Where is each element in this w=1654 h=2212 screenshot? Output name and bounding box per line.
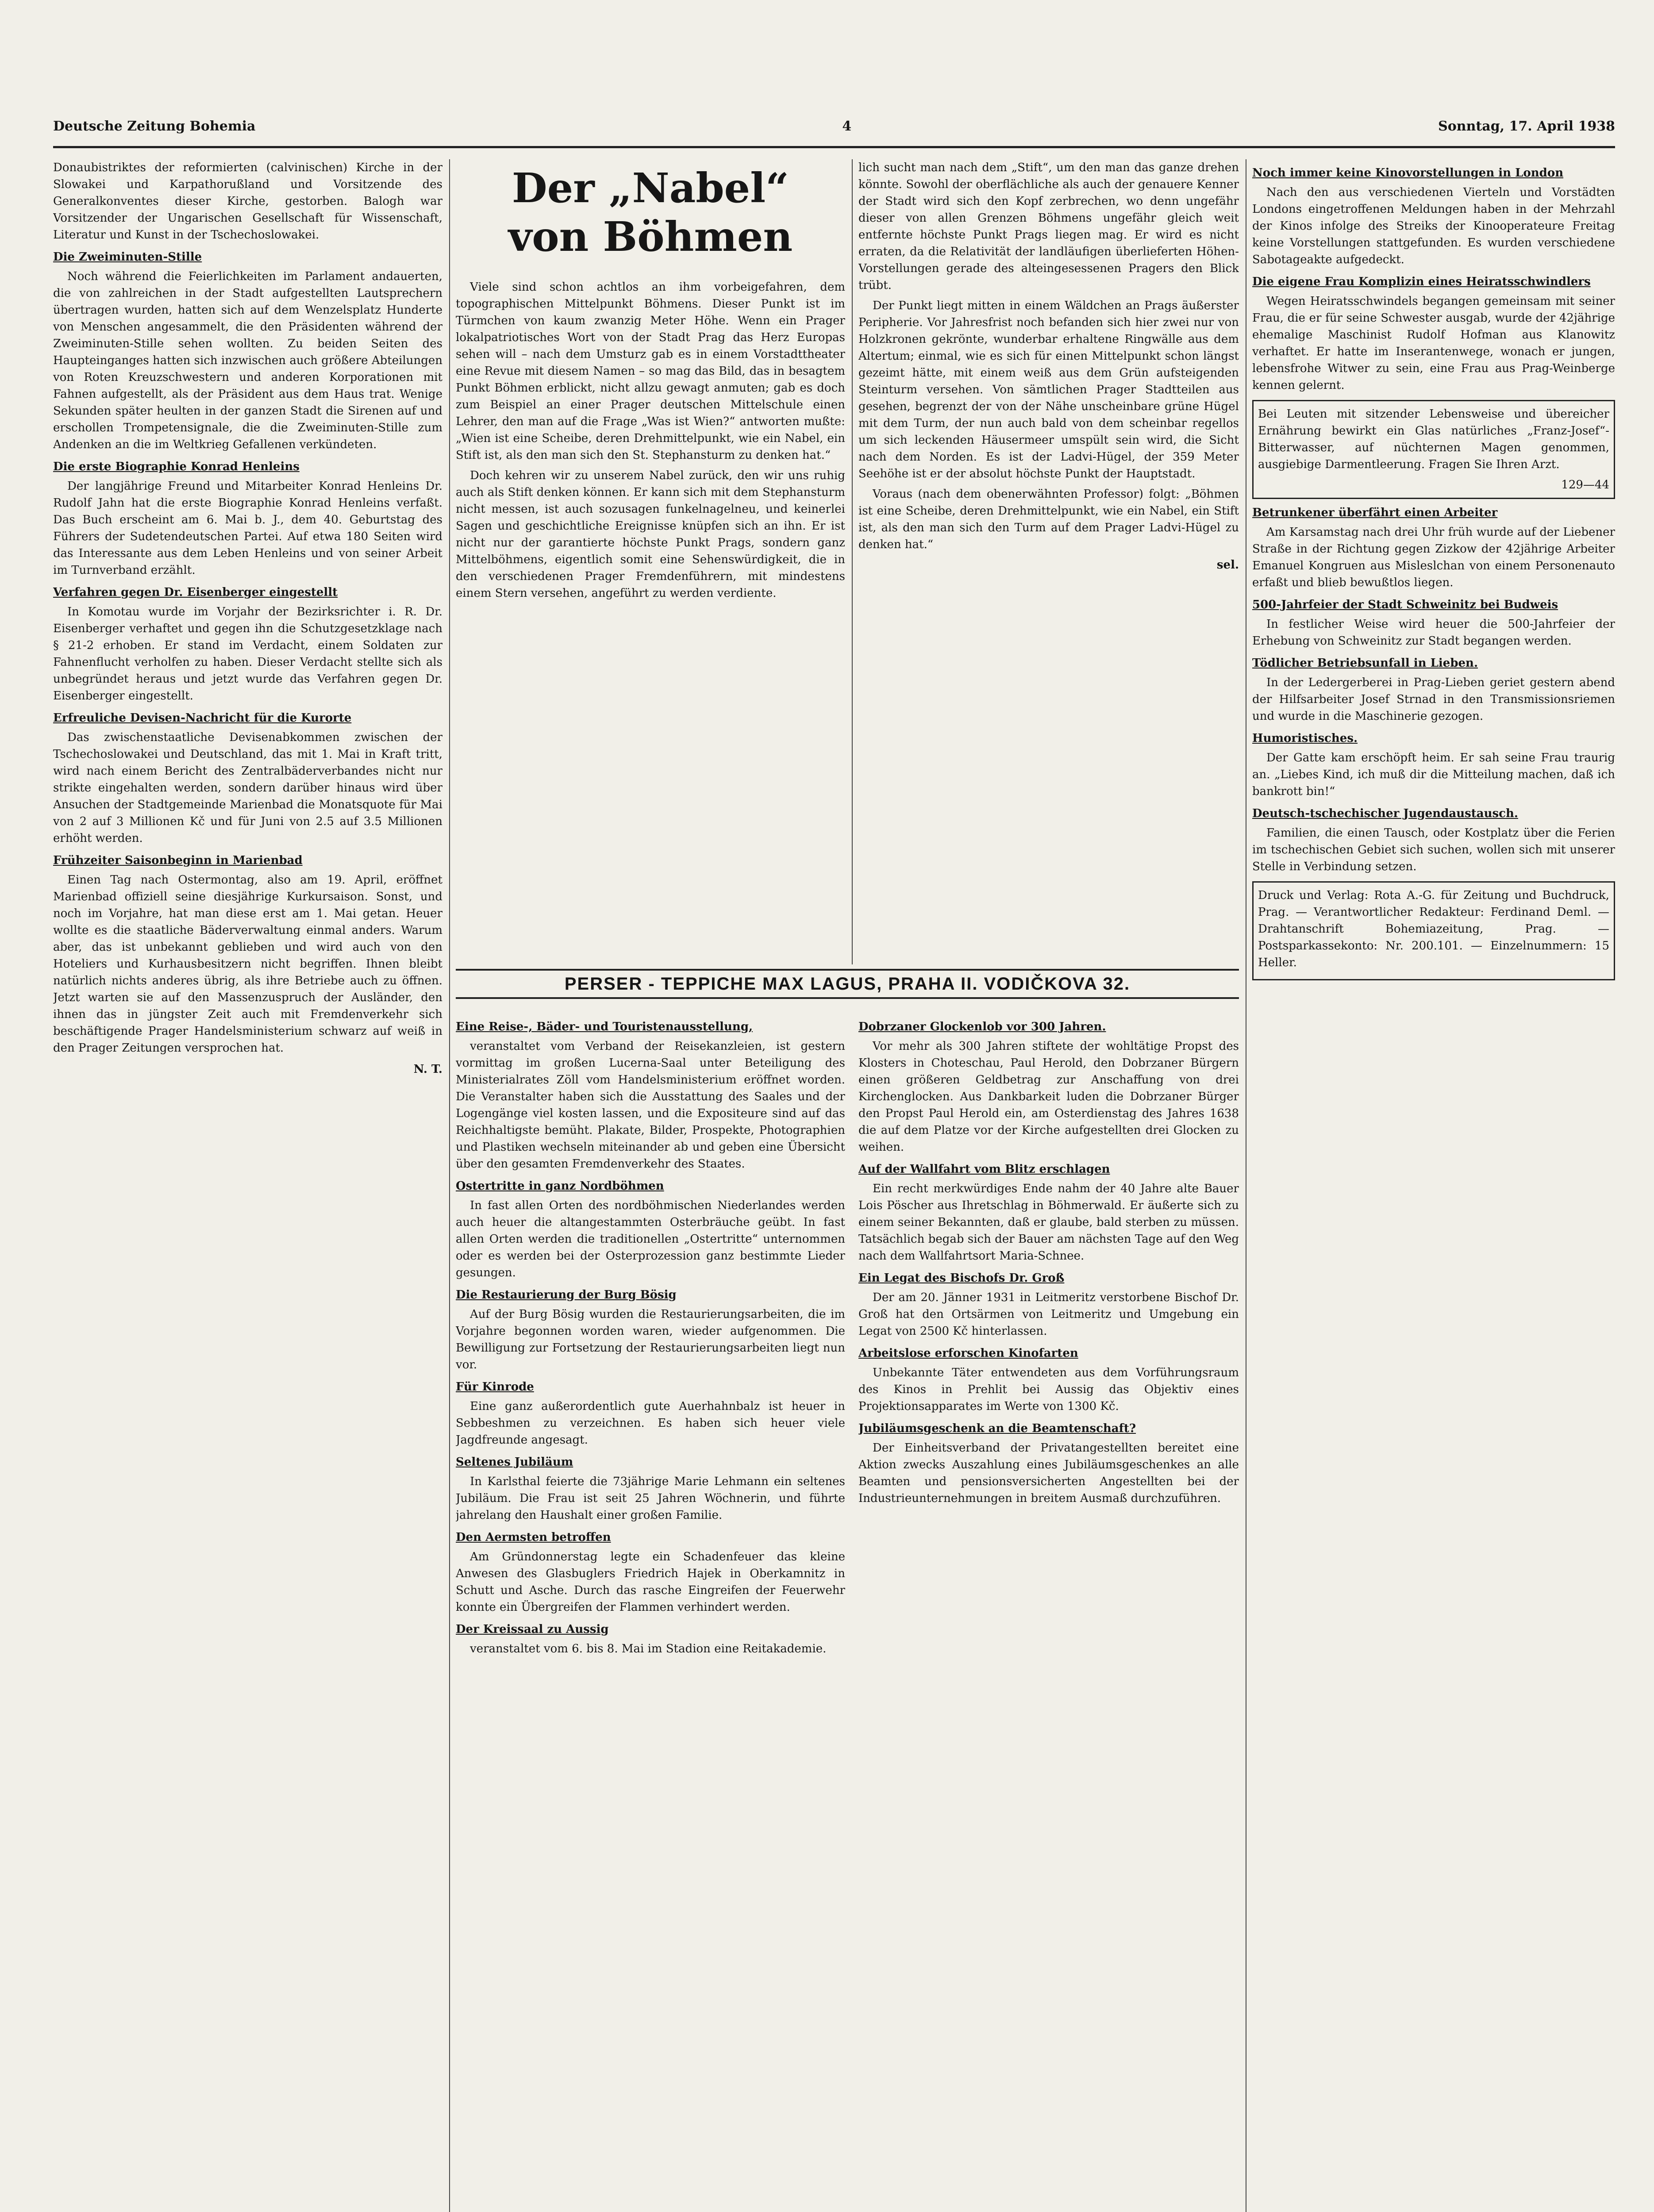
article-heading: Tödlicher Betriebsunfall in Lieben. — [1252, 657, 1478, 670]
article-text: Noch während die Feierlichkeiten im Parlament andauerten, die von zahlreichen in der Stadt aufgestellten Lautsprechern übertragen wurden, hatten sich auf dem Wenzelsplatz Hunderte von Menschen angesammelt, die den Präsidenten während der Zweiminuten-Stille sehen wollten. Zu beiden Seiten des Haupteinganges hatten sich inzwischen auch größere Abteilungen von Roten Kreuzschwestern und anderen Korporationen mit Fahnen aufgestellt, als der Präsident aus dem Haus trat. Wenige Sekunden später heulten in der ganzen Stadt die Sirenen auf und erschollen Trompetensignale, die die Zweiminuten-Stille zum Andenken an die im Weltkrieg Gefallenen verkündeten. — [53, 270, 442, 451]
article-text: Der Einheitsverband der Privatangestellten bereitet eine Aktion zwecks Auszahlung eines Jubiläumsgeschenkes an alle Beamten und pensionsversicherten Angestellten bei der Industrieunternehmungen in breitem Ausmaß durchzuführen. — [858, 1441, 1239, 1505]
headline-line-1: Der „Nabel“ — [512, 164, 789, 212]
article-heading: Auf der Wallfahrt vom Blitz erschlagen — [858, 1163, 1110, 1176]
article-heading: Deutsch-tschechischer Jugendaustausch. — [1252, 807, 1518, 820]
header-rule — [53, 146, 1615, 148]
imprint-text: Druck und Verlag: Rota A.-G. für Zeitung und Buchdruck, Prag. — Verantwortlicher Redakteur: Ferdinand Deml. — Drahtanschrift Bohemiazeitung, Prag. — Postsparkassekonto: Nr. 200.101. — Einzelnummern: 15 Heller. — [1258, 889, 1609, 969]
article-heading: Frühzeiter Saisonbeginn in Marienbad — [53, 854, 303, 867]
article-text: Der langjährige Freund und Mitarbeiter Konrad Henleins Dr. Rudolf Jahn hat die erste Biographie Konrad Henleins verfaßt. Das Buch erscheint am 6. Mai b. J., dem 40. Geburtstag des Führers der Sudetendeutschen Partei. Auf etwa 180 Seiten wird das Interessante aus dem Leben Henleins und von seiner Arbeit im Turnverband erzählt. — [53, 480, 442, 577]
column-4 — [1252, 159, 1615, 2212]
article-heading: Die Zweiminuten-Stille — [53, 250, 202, 264]
issue-date: Sonntag, 17. April 1938 — [1438, 118, 1615, 134]
page-header — [53, 113, 1615, 139]
article-heading: Ein Legat des Bischofs Dr. Groß — [858, 1271, 1065, 1285]
article-heading: Die Restaurierung der Burg Bösig — [456, 1288, 677, 1302]
article-text: In Komotau wurde im Vorjahr der Bezirksrichter i. R. Dr. Eisenberger verhaftet und gegen ihn die Schutzgesetzklage nach § 21-2 erhoben. Er stand im Verdacht, einem Soldaten zur Fahnenflucht verholfen zu haben. Dieser Verdacht stellte sich als unbegründet heraus und jetzt wurde das Verfahren gegen Dr. Eisenberger eingestellt. — [53, 605, 442, 703]
article-text: Der Gatte kam erschöpft heim. Er sah seine Frau traurig an. „Liebes Kind, ich muß dir die Mitteilung machen, daß ich bankrott bin!“ — [1252, 751, 1615, 798]
article-text: Viele sind schon achtlos an ihm vorbeigefahren, dem topographischen Mittelpunkt Böhmens. Dieser Punkt ist im Türmchen von kaum zwanzig Meter Höhe. Wenn ein Prager lokalpatriotisches Wort von der Stadt Prag das Herz Europas sehen will – nach dem Umsturz gab es in einem Vorstadttheater eine Revue mit diesem Namen – so mag das Bild, das in besagtem Punkt Böhmen erblickt, nicht allzu gewagt anmuten; gab es doch zum Beispiel an einer Prager deutschen Mittelschule einen Lehrer, den man auf die Frage „Was ist Wien?“ antworten mußte: „Wien ist eine Scheibe, deren Drehmittelpunkt, wie ein Nabel, ein Stift ist, als den man sich den St. Stephansturm zu denken hat.“ — [456, 280, 845, 462]
article-text: In fast allen Orten des nordböhmischen Niederlandes werden auch heuer die altangestammten Osterbräuche geübt. In fast allen Orten werden die traditionellen „Ostertritte“ unternommen oder es werden bei der Osterprozession ganz bestimmte Lieder gesungen. — [456, 1199, 845, 1279]
page-number: 4 — [842, 118, 852, 134]
article-text: Der am 20. Jänner 1931 in Leitmeritz verstorbene Bischof Dr. Groß hat den Ortsärmen von Leitmeritz und Umgebung ein Legat von 2500 Kč hinterlassen. — [858, 1291, 1239, 1338]
column-2-lower — [456, 1013, 845, 2212]
article-heading: Arbeitslose erforschen Kinofarten — [858, 1347, 1078, 1360]
article-heading: Verfahren gegen Dr. Eisenberger eingestellt — [53, 586, 338, 599]
article-text: Der Punkt liegt mitten in einem Wäldchen an Prags äußerster Peripherie. Vor Jahresfrist noch befanden sich hier zwei nur von Holzkronen gekrönte, wunderbar erhaltene Ringwälle aus dem Altertum; einmal, wie es sich für einen Mittelpunkt schon längst gezeimt hätte, mit einem weiß aus dem Grün aufsteigenden Steinturm versehen. Von sämtlichen Prager Stadtteilen aus gesehen, begrenzt der von der Nähe unscheinbare grüne Hügel mit dem Turm, der nun auch bald von dem scheinbar regellos um sich leckenden Häusermeer umspült sein wird, die Sicht nach dem Norden. Es ist der Ladvi-Hügel, der 359 Meter Seehöhe ist er der absolut höchste Punkt der Hauptstadt. — [858, 299, 1239, 480]
article-text: Ein recht merkwürdiges Ende nahm der 40 Jahre alte Bauer Lois Pöscher aus Ihretschlag in Böhmerwald. Er äußerte sich zu einem seiner Bekannten, daß er glaube, bald sterben zu müssen. Tatsächlich begab sich der Bauer am nächsten Tage auf den Weg nach dem Wallfahrtsort Maria-Schnee. — [858, 1182, 1239, 1263]
article-heading: Die eigene Frau Komplizin eines Heiratsschwindlers — [1252, 275, 1591, 288]
newspaper-page — [31, 27, 1624, 2212]
article-heading: Den Aermsten betroffen — [456, 1531, 611, 1544]
article-text: Unbekannte Täter entwendeten aus dem Vorführungsraum des Kinos in Prehlit bei Aussig das Objektiv eines Projektionsapparates im Werte von 1300 Kč. — [858, 1366, 1239, 1413]
article-text: Vor mehr als 300 Jahren stiftete der wohltätige Propst des Klosters in Choteschau, Paul Herold, den Dobrzaner Bürgern einen größeren Geldbetrag zur Anschaffung von drei Kirchenglocken. Aus Dankbarkeit luden die Dobrzaner Bürger den Propst Paul Herold ein, am Osterdienstag des Jahres 1638 die auf dem Platze vor der Kirche aufgestellten drei Glocken zu weihen. — [858, 1040, 1239, 1154]
article-text: Das zwischenstaatliche Devisenabkommen zwischen der Tschechoslowakei und Deutschland, das mit 1. Mai in Kraft tritt, wird nach einem Bericht des Zentralbäderverbandes nicht nur strikte eingehalten werden, sondern darüber hinaus wird über Ansuchen der Stadtgemeinde Marienbad die Monatsquote für Mai von 2 auf 3 Millionen Kč und für Juni von 2.5 auf 3.5 Millionen erhöht werden. — [53, 731, 442, 845]
column-divider — [852, 159, 853, 964]
article-text: Donaubistriktes der reformierten (calvinischen) Kirche in der Slowakei und Karpathorußland und Vorsitzende des Generalkonventes dieser Kirche, gestorben. Balogh war Vorsitzender der Ungarischen Gesellschaft für Wissenschaft, Literatur und Kunst in der Tschechoslowakei. — [53, 161, 442, 242]
article-text: Einen Tag nach Ostermontag, also am 19. April, eröffnet Marienbad offiziell seine diesjährige Kurkursaison. Sonst, und noch im Vorjahre, hat man diese erst am 1. Mai getan. Heuer wollte es die staatliche Bäderverwaltung einmal anders. Warum aber, das ist unbekannt geblieben und wird auch von den Hoteliers und Kurhausbesitzern nicht begriffen. Ihnen bleibt natürlich nichts anderes übrig, als ihre Betriebe auch zu öffnen. Jetzt warten sie auf den Massenzuspruch der Ausländer, den ihnen das in jüngster Zeit auch mit Fremdenverkehr sich beschäftigende Prager Handelsministerium schwarz auf weiß in den Prager Zeitungen versprochen hat. — [53, 873, 442, 1055]
article-author: N. T. — [413, 1063, 442, 1076]
column-1 — [53, 159, 442, 2212]
nabel-article-col-a — [456, 159, 845, 964]
article-text: Wegen Heiratsschwindels begangen gemeinsam mit seiner Frau, die er für seine Schwester ausgab, wurde der 42jährige ehemalige Maschinist Rudolf Hofman aus Klanowitz verhaftet. Er hatte im Inserantenwege, wonach er jungen, lebensfrohe Witwer zu sein, eine Frau aus Prag-Weinberge kennen gelernt. — [1252, 295, 1615, 392]
newspaper-name: Deutsche Zeitung Bohemia — [53, 118, 256, 134]
nabel-headline — [456, 164, 845, 261]
advert-notice — [1252, 400, 1615, 499]
column-divider — [449, 159, 450, 2212]
notice-text: Bei Leuten mit sitzender Lebensweise und übereicher Ernährung bewirkt ein Glas natürliches „Franz-Josef“-Bitterwasser, auf nüchternen Magen genommen, ausgiebige Darmentleerung. Fragen Sie Ihren Arzt. — [1258, 407, 1609, 471]
article-heading: Für Kinrode — [456, 1380, 534, 1394]
imprint-box — [1252, 881, 1615, 980]
article-text: Am Karsamstag nach drei Uhr früh wurde auf der Liebener Straße in der Richtung gegen Zizkow der 42jährige Arbeiter Emanuel Kongruen aus Misleslchan von einem Personenauto erfaßt und blieb bewußtlos liegen. — [1252, 526, 1615, 589]
article-heading: 500-Jahrfeier der Stadt Schweinitz bei Budweis — [1252, 598, 1558, 611]
headline-line-2: von Böhmen — [508, 213, 793, 261]
article-text: Nach den aus verschiedenen Vierteln und Vorstädten Londons eingetroffenen Meldungen haben in der Mehrzahl der Kinos infolge des Streiks der Kinooperateure Freitag keine Vorstellungen stattgefunden. Es wurden verschiedene Sabotageakte aufgedeckt. — [1252, 186, 1615, 266]
column-3-lower — [858, 1013, 1239, 2212]
article-heading: Eine Reise-, Bäder- und Touristenausstellung, — [456, 1020, 753, 1033]
article-heading: Der Kreissaal zu Aussig — [456, 1623, 609, 1636]
article-heading: Erfreuliche Devisen-Nachricht für die Kurorte — [53, 711, 352, 725]
nabel-article-col-b — [858, 159, 1239, 964]
article-text: Auf der Burg Bösig wurden die Restaurierungsarbeiten, die im Vorjahre begonnen worden waren, wieder aufgenommen. Die Bewilligung zur Fortsetzung der Restaurierungsarbeiten liegt nun vor. — [456, 1308, 845, 1371]
article-heading: Jubiläumsgeschenk an die Beamtenschaft? — [858, 1422, 1136, 1435]
article-text: veranstaltet vom 6. bis 8. Mai im Stadion eine Reitakademie. — [470, 1642, 827, 1655]
article-heading: Betrunkener überfährt einen Arbeiter — [1252, 506, 1498, 519]
article-heading: Seltenes Jubiläum — [456, 1455, 573, 1469]
notice-code: 129—44 — [1561, 478, 1609, 492]
article-heading: Die erste Biographie Konrad Henleins — [53, 460, 300, 473]
advertisement-banner: PERSER - TEPPICHE MAX LAGUS, PRAHA II. VODIČKOVA 32. — [456, 969, 1239, 999]
article-text: Voraus (nach dem obenerwähnten Professor) folgt: „Böhmen ist eine Scheibe, deren Drehmittelpunkt, wie ein Nabel, ein Stift ist, als den man sich den Turm auf dem Prager Ladvi-Hügel zu denken hat.“ — [858, 488, 1239, 551]
article-text: In der Ledergerberei in Prag-Lieben geriet gestern abend der Hilfsarbeiter Josef Strnad in den Transmissionsriemen und wurde in die Maschinerie gezogen. — [1252, 676, 1615, 723]
article-heading: Noch immer keine Kinovorstellungen in London — [1252, 166, 1564, 180]
article-heading: Dobrzaner Glockenlob vor 300 Jahren. — [858, 1020, 1106, 1033]
article-text: Eine ganz außerordentlich gute Auerhahnbalz ist heuer in Sebbeshmen zu verzeichnen. Es haben sich heuer viele Jagdfreunde angesagt. — [456, 1400, 845, 1447]
article-text: lich sucht man nach dem „Stift“, um den man das ganze drehen könnte. Sowohl der oberflächliche als auch der genauere Kenner der Stadt wird sich den Kopf zerbrechen, wo denn ungefähr dieser von allen Grenzen Böhmens ungefähr gleich weit entfernte höchste Punkt Prags liegen mag. Er wird es nicht erraten, da die Relativität der landläufigen überlieferten Höhen-Vorstellungen gerade des alteingesessenen Pragers den Blick trübt. — [858, 161, 1239, 292]
article-heading: Humoristisches. — [1252, 732, 1358, 745]
article-text: In Karlsthal feierte die 73jährige Marie Lehmann ein seltenes Jubiläum. Die Frau ist seit 25 Jahren Wöchnerin, und führte jahrelang den Haushalt einer großen Familie. — [456, 1475, 845, 1522]
article-text: veranstaltet vom Verband der Reisekanzleien, ist gestern vormittag im großen Lucerna-Saal unter Beteiligung des Ministerialrates Zöll vom Handelsministerium eröffnet worden. Die Veranstalter haben sich die Ausstattung des Saales und der Logengänge viel kosten lassen, und die Expositeure sind auf das Reichhaltigste bemüht. Plakate, Bilder, Prospekte, Photographien und Plastiken wechseln miteinander ab und geben eine Übersicht über den gesamten Fremdenverkehr des Staates. — [456, 1040, 845, 1171]
article-heading: Ostertritte in ganz Nordböhmen — [456, 1179, 664, 1193]
article-text: Doch kehren wir zu unserem Nabel zurück, den wir uns ruhig auch als Stift denken können. Er kann sich mit dem Stephansturm nicht messen, ist auch sozusagen funkelnagelneu, und keinerlei Sagen und geschichtliche Ereignisse knüpfen sich an ihn. Er ist nicht nur der garantierte höchste Punkt Prags, sondern ganz Mittelböhmens, eigentlich somit eine Sehenswürdigkeit, die in den verschiedenen Prager Fremdenführern, mit mindestens einem Stern versehen, angeführt zu werden verdiente. — [456, 469, 845, 600]
article-text: Familien, die einen Tausch, oder Kostplatz über die Ferien im tschechischen Gebiet sich suchen, wollen sich mit unserer Stelle in Verbindung setzen. — [1252, 826, 1615, 873]
article-text: In festlicher Weise wird heuer die 500-Jahrfeier der Erhebung von Schweinitz zur Stadt begangen werden. — [1252, 618, 1615, 648]
article-text: Am Gründonnerstag legte ein Schadenfeuer das kleine Anwesen des Glasbuglers Friedrich Hajek in Oberkamnitz in Schutt und Asche. Durch das rasche Eingreifen der Feuerwehr konnte ein Übergreifen der Flammen verhindert werden. — [456, 1550, 845, 1614]
article-signature: sel. — [1216, 558, 1239, 572]
